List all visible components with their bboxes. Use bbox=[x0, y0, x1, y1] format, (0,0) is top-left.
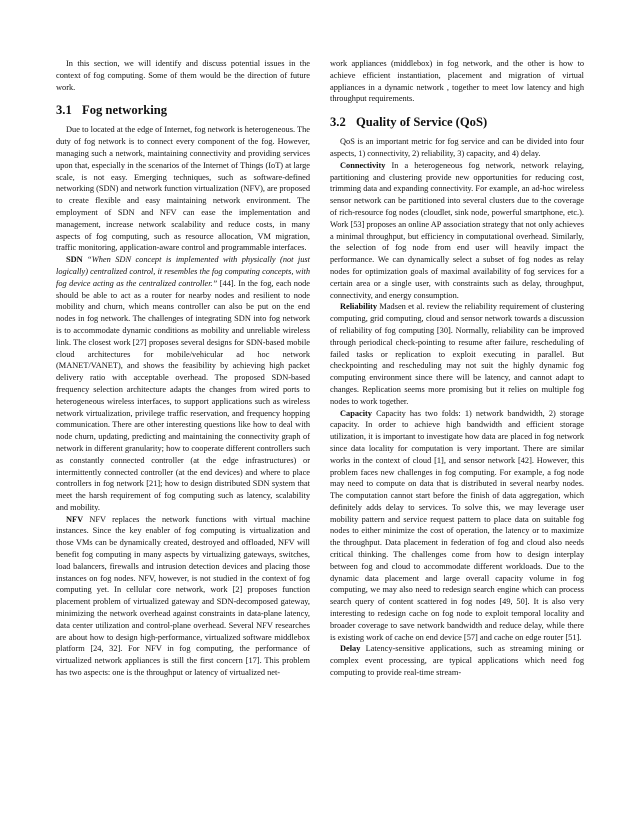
section-heading-fog-networking bbox=[56, 103, 310, 118]
capacity-text: Capacity has two folds: 1) network bandwidth, 2) storage capacity. In order to achieve high bandwidth and efficient storage utilization, it is important to investigate how data are placed in fog network since data locality for computation is very important. There are similar works in the context of cloud [1], and sensor network [42]. However, this problem faces new challenges in fog computing. For example, a fog node may need to compute on data that is distributed in several nearby nodes. The computation cannot start before the finish of data aggregation, which definitely adds delay to services. To solve this, we may leverage user mobility pattern and service request pattern to place data on suitable fog nodes to either minimize the cost of operation, the latency or to maximize the throughput. Data placement in federation of fog and cloud also needs critical thinking. The challenges come from how to design interplay between fog and cloud to accommodate different workloads. Due to the dynamic data placement and large overall capacity volume in fog computing, we may also need to redesign search engine which can process search query of content scattered in fog nodes [49, 50]. It is also very interesting to redesign cache on fog node to exploit temporal locality and broader coverage to save network bandwidth and reduce delay, while there is existing work of cache on end device [57] and cache on edge router [51]. bbox=[330, 408, 584, 642]
nfv-paragraph bbox=[56, 514, 310, 679]
capacity-paragraph bbox=[330, 408, 584, 644]
section-number: 3.1 bbox=[56, 103, 72, 118]
sdn-text: [44]. In the fog, each node should be able to act as a router for nearby nodes and resilient to node mobility and churn, which means controller can also be put on the end nodes in fog network. The challenges of integrating SDN into fog network is to accommodate dynamic conditions as mobility and unreliable wireless link. The closest work [27] proposes several designs for SDN-based mobile cloud architectures for mobile/vehicular ad hoc network (MANET/VANET), and shows the feasibility by achieving high packet delivery ratio with acceptable overhead. The proposed SDN-based frequency selection architecture adapts the changes from wired ports to heterogeneous wireless interfaces, to support applications such as wireless network virtualization, privilege traffic reservation, and frequency hopping communication. There are other interesting questions like how to deal with node churn, updating, predicting and maintaining the connectivity graph of network in different granularity; how to cooperate different controllers such as constantly connected controller (at the edge infrastructures) or intermittently connected controller (at the end devices) and where to place controllers in fog network [21]; how to design distributed SDN system that meet the harsh requirement of fog computing such as latency, scalability and mobility. bbox=[56, 278, 310, 512]
intro-paragraph: In this section, we will identify and discuss potential issues in the context of fog computing. Some of them would be the direction of future work. bbox=[56, 59, 310, 92]
section-number: 3.2 bbox=[330, 115, 346, 130]
connectivity-term: Connectivity bbox=[340, 160, 386, 170]
sdn-paragraph bbox=[56, 254, 310, 514]
section-title: Fog networking bbox=[82, 103, 168, 118]
section-heading-qos bbox=[330, 115, 584, 130]
reliability-text: Madsen et al. review the reliability requirement of clustering computing, grid computing, cloud and sensor network towards a discussion of reliability of fog computing [30]. Normally, reliability can be improved through periodical check-pointing to resume after failure, rescheduling of failed tasks or replication to exploit executing in parallel. But checkpointing and rescheduling may not suit the highly dynamic fog computing environment since there will be latency, and cannot adapt to changes. Replication seems more promising but it relies on multiple fog nodes to work together. bbox=[330, 302, 584, 406]
right-column bbox=[330, 58, 584, 679]
nfv-term: NFV bbox=[66, 514, 84, 524]
qos-paragraph: QoS is an important metric for fog service and can be divided into four aspects, 1) connectivity, 2) reliability, 3) capacity, and 4) delay. bbox=[330, 137, 584, 158]
reliability-paragraph bbox=[330, 301, 584, 407]
delay-term: Delay bbox=[340, 644, 361, 654]
connectivity-text: In a heterogeneous fog network, network relaying, partitioning and clustering provide new opportunities for reducing cost, trimming data and expanding connectivity. For example, an ad-hoc wireless sensor network can be partitioned into several clusters due to the coverage of rich-resource fog nodes (cloudlet, sink node, powerful smartphone, etc.). Work [53] proposes an online AP association strategy that not only achieves a minimal throughput, but efficiency in computational overhead. Similarly, the selection of fog node from end user will heavily impact the performance. We can dynamically select a subset of fog nodes as relay nodes for optimization goals of maximal availability of fog services for a certain area or a single user, with constraints such as delay, throughput, connectivity, and energy consumption. bbox=[330, 160, 584, 300]
reliability-term: Reliability bbox=[340, 302, 378, 312]
delay-text: Latency-sensitive applications, such as streaming mining or complex event processing, are typical applications which need fog computing to provide real-time stream- bbox=[330, 644, 584, 678]
capacity-term: Capacity bbox=[340, 408, 372, 418]
left-column bbox=[56, 58, 310, 679]
continued-paragraph: work appliances (middlebox) in fog network, and the other is how to achieve efficient instantiation, placement and migration of virtual appliances in a dynamic network , together to meet low latency and high throughput requirements. bbox=[330, 59, 584, 104]
section-title: Quality of Service (QoS) bbox=[356, 115, 488, 130]
connectivity-paragraph bbox=[330, 160, 584, 302]
sdn-term: SDN bbox=[66, 255, 83, 265]
fog-networking-paragraph: Due to located at the edge of Internet, fog network is heterogeneous. The duty of fog network is to connect every component of the fog. However, managing such a network, maintaining connectivity and providing services upon that, especially in the scenarios of the Internet of Things (IoT) at large scale, is not easy. Emerging techniques, such as software-defined networking (SDN) and network function virtualization (NFV), are proposed to create flexible and easy maintaining network environment. The employment of SDN and NFV can ease the implementation and management, increase network scalability and reduce costs, in many aspects of fog computing, such as resource allocation, VM migration, traffic monitoring, application-aware control and programmable interfaces. bbox=[56, 125, 310, 253]
sdn-quote: “When SDN concept is implemented with physically (not just logically) centralized control, it resembles the fog computing concepts, with fog device acting as the centralized controller.” bbox=[56, 255, 310, 288]
nfv-text: NFV replaces the network functions with virtual machine instances. Since the key enabler of fog computing is virtualization and those VMs can be dynamically created, destroyed and offloaded, NFV will benefit fog computing in many aspects by virtualizing gateways, switches, load balancers, firewalls and intrusion detection devices and placing those instances on fog nodes. NFV, however, is not studied in the context of fog computing yet. In cellular core network, work [2] proposes function placement problem of virtualized gateway and SDN-decomposed gateway, minimizing the network overhead against constraints in data-plane latency, data center utilization and control-plane overhead. Several NFV researches are about how to design high-performance, virtualized software middlebox platform [24, 32]. For NFV in fog computing, the performance of virtualized network appliances is still the first concern [17]. This problem has two aspects: one is the throughput or latency of virtualized net- bbox=[56, 514, 310, 678]
delay-paragraph bbox=[330, 643, 584, 678]
